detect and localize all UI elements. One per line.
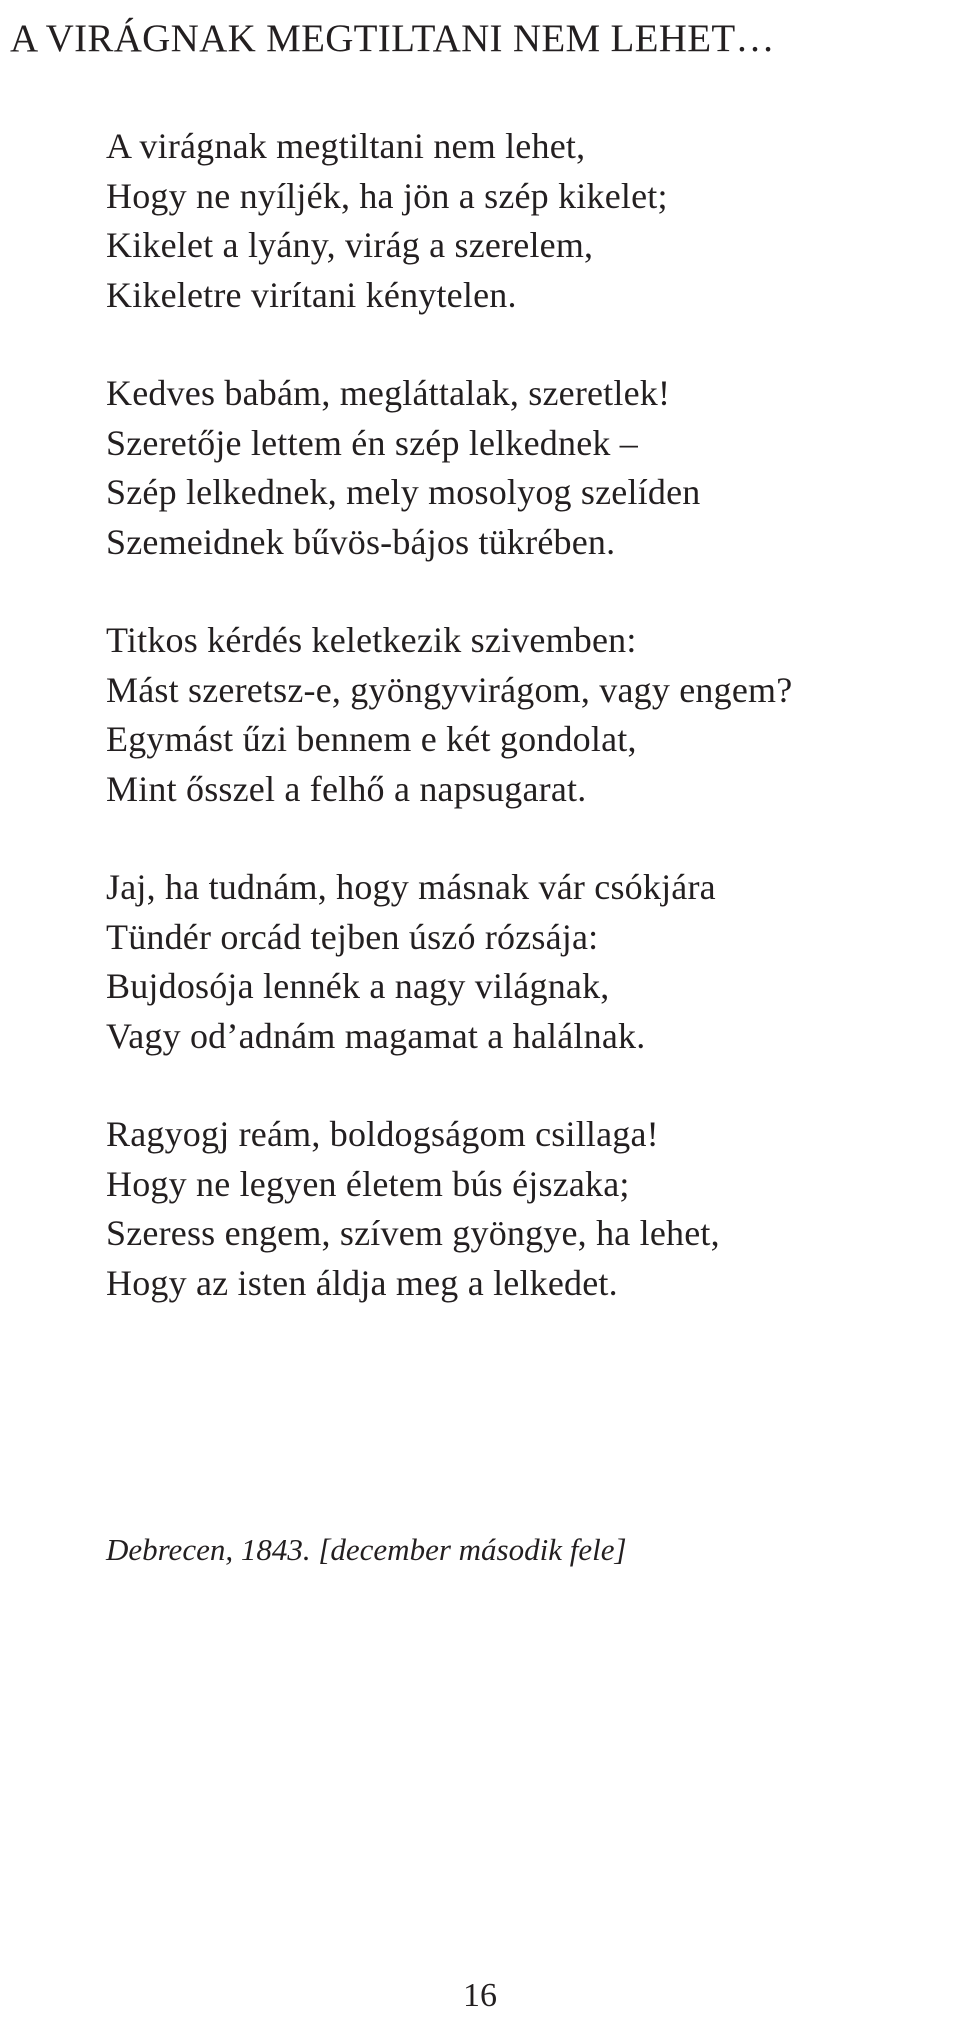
poem-line: Titkos kérdés keletkezik szivemben: xyxy=(106,620,637,660)
poem-line: Szeretője lettem én szép lelkednek – xyxy=(106,422,638,463)
poem-line: Egymást űzi bennem e két gondolat, xyxy=(106,719,637,759)
poem-line: Tündér orcád tejben úszó rózsája: xyxy=(106,916,599,957)
poem-line: Mint ősszel a felhő a napsugarat. xyxy=(106,768,587,809)
poem-line: Szeress engem, szívem gyöngye, ha lehet, xyxy=(106,1213,720,1253)
poem-line: Kikeletre virítani kénytelen. xyxy=(106,274,517,315)
poem-line: Kedves babám, megláttalak, szeretlek! xyxy=(106,373,671,413)
stanza-5 xyxy=(106,1110,946,1308)
poem-line: A virágnak megtiltani nem lehet, xyxy=(106,126,586,166)
stanza-3 xyxy=(106,616,946,814)
poem-line: Kikelet a lyány, virág a szerelem, xyxy=(106,225,594,265)
page-number: 16 xyxy=(463,1977,497,2014)
poem-line: Szép lelkednek, mely mosolyog szelíden xyxy=(106,472,701,512)
poem-line: Bujdosója lennék a nagy világnak, xyxy=(106,966,610,1006)
poem-line: Hogy az isten áldja meg a lelkedet. xyxy=(106,1262,618,1303)
poem-line: Vagy od’adnám magamat a halálnak. xyxy=(106,1015,646,1056)
poem-line: Szemeidnek bűvös-bájos tükrében. xyxy=(106,521,616,562)
poem-line: Ragyogj reám, boldogságom csillaga! xyxy=(106,1114,659,1154)
poem-line: Jaj, ha tudnám, hogy másnak vár csókjára xyxy=(106,867,716,907)
stanza-2 xyxy=(106,369,946,567)
stanza-4 xyxy=(106,863,946,1061)
poem-line: Hogy ne nyíljék, ha jön a szép kikelet; xyxy=(106,175,668,216)
stanza-1 xyxy=(106,122,946,320)
poem-line: Hogy ne legyen életem bús éjszaka; xyxy=(106,1163,630,1204)
poem-body xyxy=(106,122,946,1357)
poem-line: Mást szeretsz-e, gyöngyvirágom, vagy engem? xyxy=(106,669,793,710)
poem-title: A VIRÁGNAK MEGTILTANI NEM LEHET… xyxy=(10,17,775,60)
dateline: Debrecen, 1843. [december második fele] xyxy=(106,1532,627,1567)
